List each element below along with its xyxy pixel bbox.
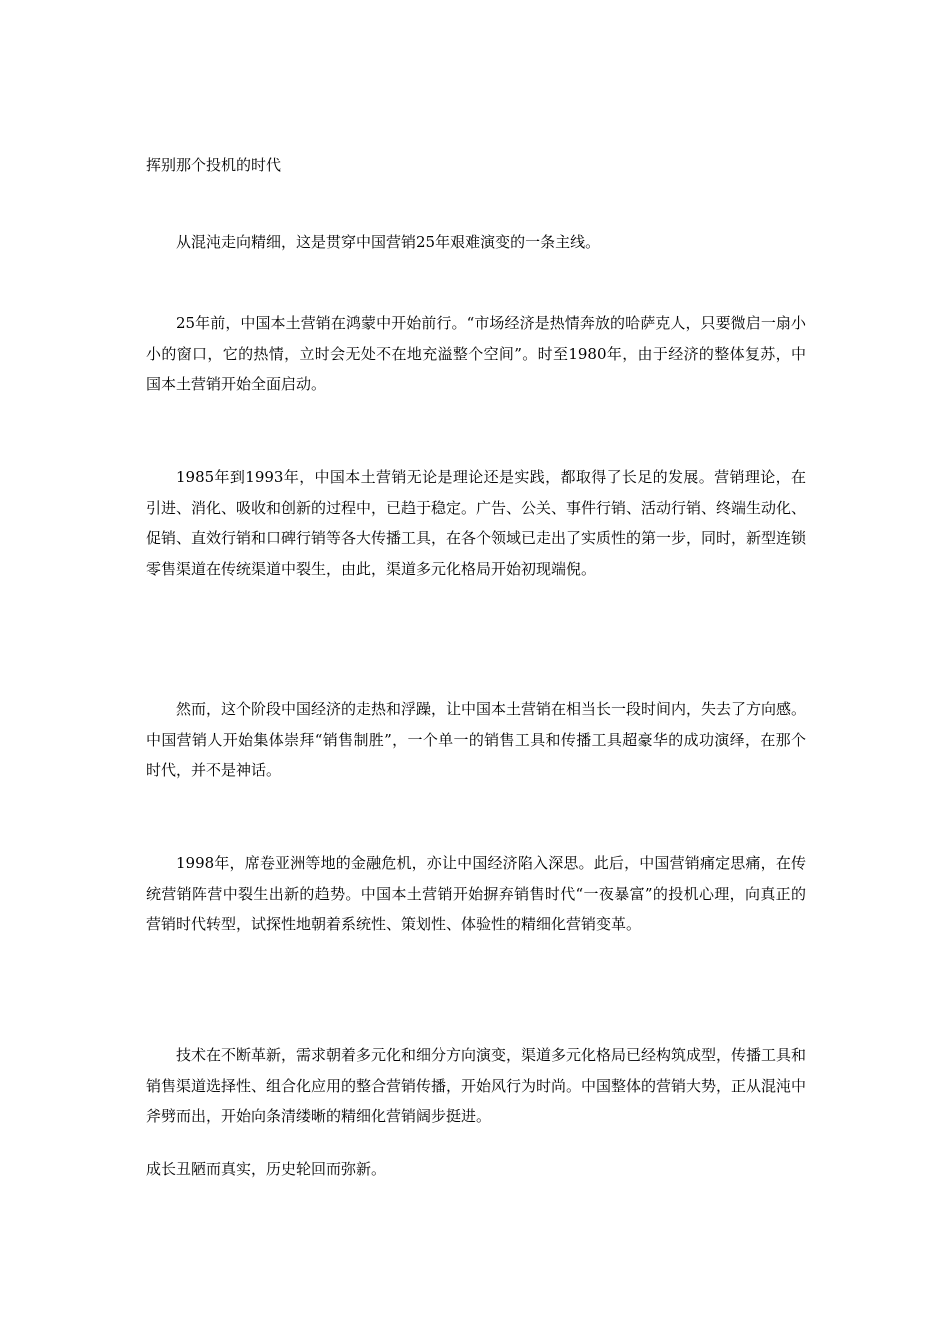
document-title: 挥别那个投机的时代 — [146, 156, 282, 174]
closing-line: 成长丑陋而真实，历史轮回而弥新。 — [146, 1160, 387, 1178]
paragraph-4: 然而，这个阶段中国经济的走热和浮躁，让中国本土营销在相当长一段时间内，失去了方向感。中国营销人开始集体崇拜“销售制胜”，一个单一的销售工具和传播工具超豪华的成功演绎，在那个时代，并不是神话。 — [146, 700, 807, 779]
paragraph-2: 25年前，中国本土营销在鸿蒙中开始前行。“市场经济是热情奔放的哈萨克人，只要微启一扇小小的窗口，它的热情，立时会无处不在地充溢整个空间”。时至1980年，由于经济的整体复苏，中国本土营销开始全面启动。 — [146, 314, 806, 393]
paragraph-5: 1998年，席卷亚洲等地的金融危机，亦让中国经济陷入深思。此后，中国营销痛定思痛，在传统营销阵营中裂生出新的趋势。中国本土营销开始摒弃销售时代“一夜暴富”的投机心理，向真正的营销时代转型，试探性地朝着系统性、策划性、体验性的精细化营销变革。 — [146, 854, 806, 933]
paragraph-1: 从混沌走向精细，这是贯穿中国营销25年艰难演变的一条主线。 — [176, 233, 601, 251]
paragraph-6: 技术在不断革新，需求朝着多元化和细分方向演变，渠道多元化格局已经构筑成型，传播工具和销售渠道选择性、组合化应用的整合营销传播，开始风行为时尚。中国整体的营销大势，正从混沌中斧劈而出，开始向条清缕晰的精细化营销阔步挺进。 — [146, 1046, 807, 1125]
paragraph-3: 1985年到1993年，中国本土营销无论是理论还是实践，都取得了长足的发展。营销理论，在引进、消化、吸收和创新的过程中，已趋于稳定。广告、公关、事件行销、活动行销、终端生动化、促销、直效行销和口碑行销等各大传播工具，在各个领域已走出了实质性的第一步，同时，新型连锁零售渠道在传统渠道中裂生，由此，渠道多元化格局开始初现端倪。 — [146, 468, 807, 578]
